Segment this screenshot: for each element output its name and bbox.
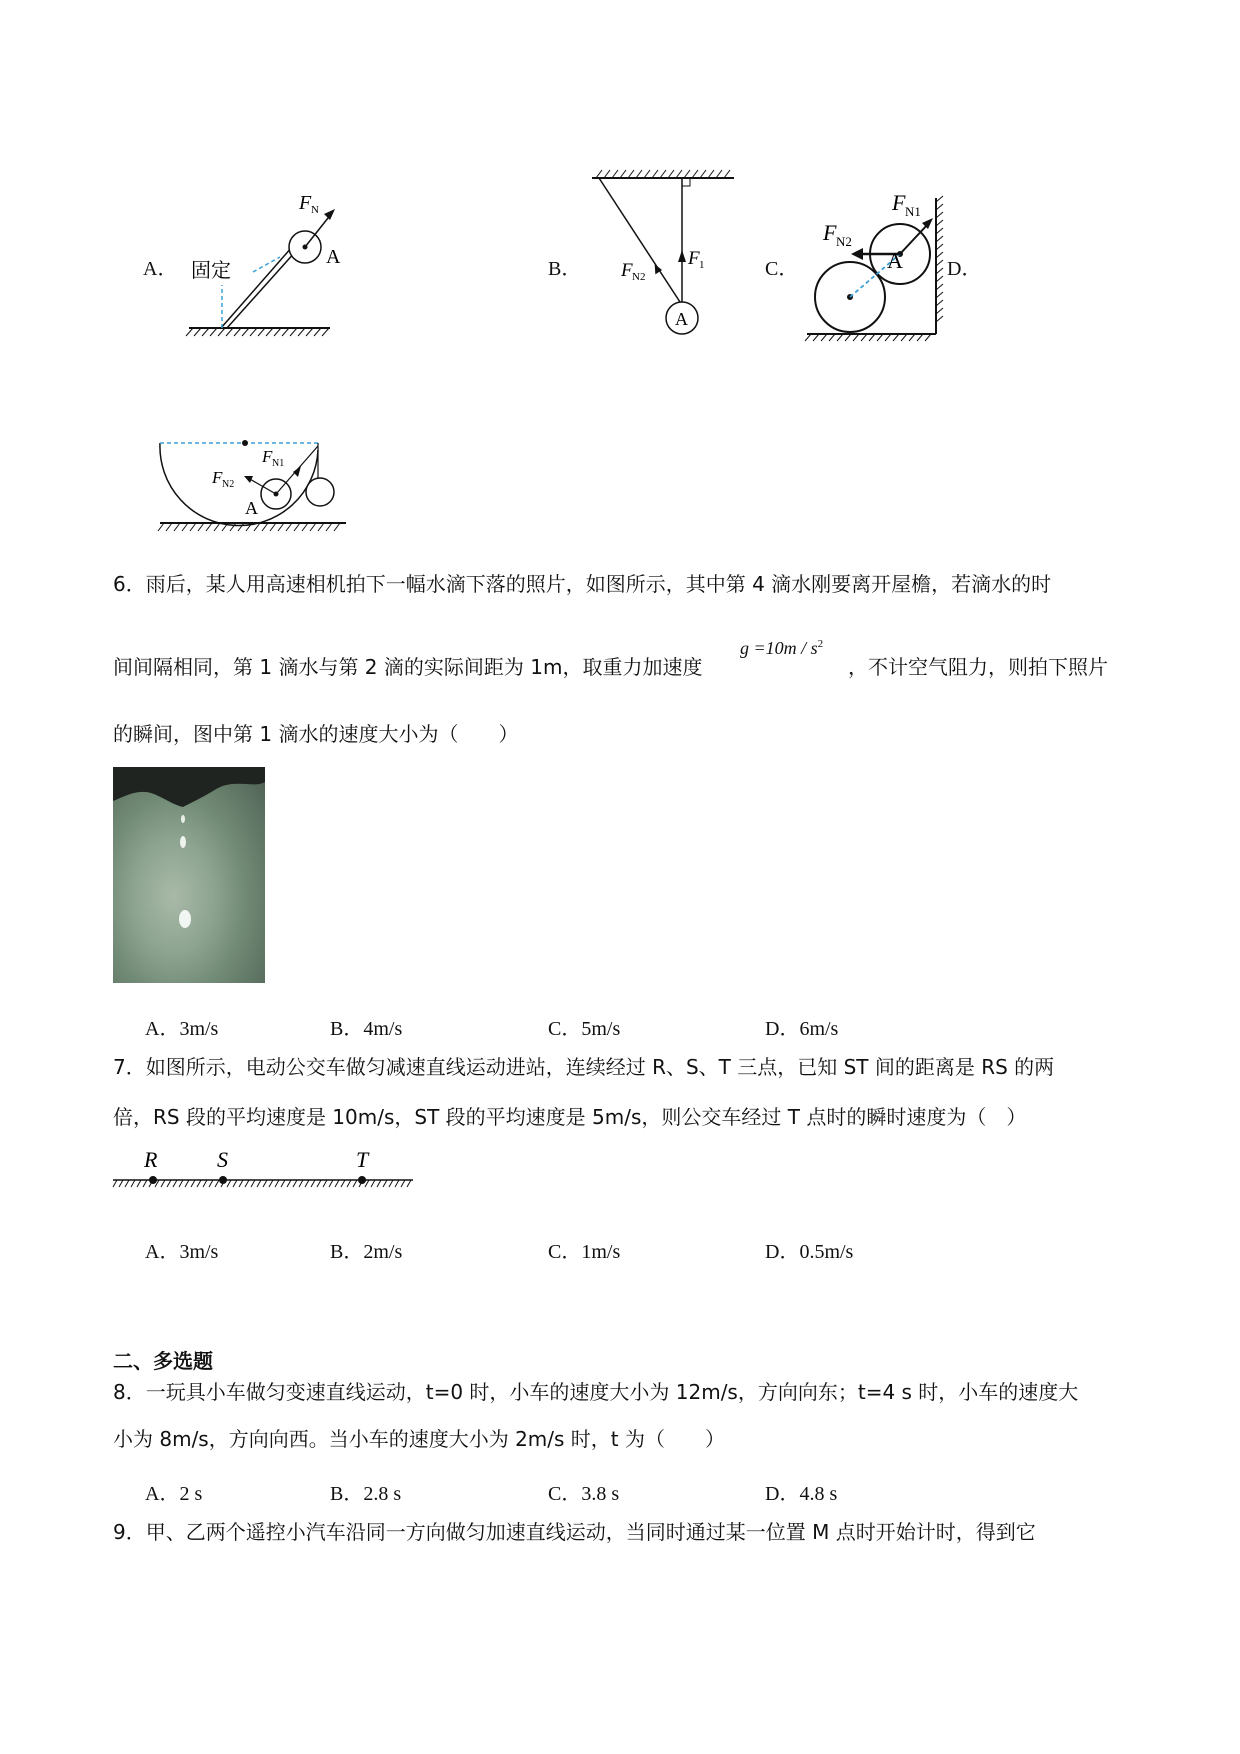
- q6-choice-d[interactable]: D．6m/s: [765, 1018, 839, 1040]
- q8-line2: 小为 8m/s，方向向西。当小车的速度大小为 2m/s 时，t 为（ ）: [113, 1427, 726, 1451]
- q8-line1: 8．一玩具小车做匀变速直线运动，t=0 时，小车的速度大小为 12m/s，方向向东；t=4 s 时，小车的速度大: [113, 1380, 1079, 1404]
- q6-choice-c[interactable]: C．5m/s: [548, 1018, 621, 1040]
- q7-choice-c[interactable]: C．1m/s: [548, 1241, 621, 1263]
- figure-a-force-sub: N: [311, 204, 319, 216]
- figure-b: [590, 170, 735, 340]
- figure-d-f2-label: F: [212, 468, 223, 487]
- figure-b-f1-label: F: [688, 248, 700, 269]
- q7-line1: 7．如图所示，电动公交车做匀减速直线运动进站，连续经过 R、S、T 三点，已知 ST 间的距离是 RS 的两: [113, 1055, 1055, 1079]
- figure-c-f2-label: F: [823, 220, 837, 245]
- figure-d-f1-label: F: [262, 447, 273, 466]
- figure-b-f2-label: F: [621, 260, 633, 281]
- q8-choice-b[interactable]: B．2.8 s: [330, 1483, 402, 1505]
- q6-formula-text: g =10m / s: [740, 638, 818, 658]
- q8-choice-c[interactable]: C．3.8 s: [548, 1483, 620, 1505]
- figure-b-f2-sub: N2: [632, 271, 646, 283]
- q6-line2b: ，不计空气阻力，则拍下照片: [848, 655, 1108, 679]
- figure-a-fixed-label: 固定: [191, 260, 231, 282]
- option-d-label: D．: [947, 258, 982, 280]
- option-b-label: B．: [548, 258, 582, 280]
- q7-choice-d[interactable]: D．0.5m/s: [765, 1241, 854, 1263]
- water-drop-photo: [113, 767, 265, 983]
- q8-choice-d[interactable]: D．4.8 s: [765, 1483, 838, 1505]
- figure-d-f2-sub: N2: [222, 479, 235, 490]
- figure-d: [150, 428, 350, 538]
- figure-c: [805, 188, 945, 348]
- option-a-label: A．: [143, 258, 178, 280]
- point-t-label: T: [356, 1147, 369, 1172]
- figure-a-force-label: F: [299, 192, 312, 214]
- figure-c-f2-sub: N2: [836, 234, 852, 249]
- figure-d-f1-sub: N1: [272, 458, 285, 469]
- q7-choice-a[interactable]: A．3m/s: [145, 1241, 219, 1263]
- figure-d-body-label: A: [245, 498, 258, 518]
- figure-b-body-label: A: [675, 309, 688, 329]
- figure-c-f1-label: F: [892, 190, 906, 215]
- point-r-label: R: [144, 1147, 158, 1172]
- figure-b-f1-sub: 1: [699, 259, 705, 271]
- figure-c-body-label: A: [887, 248, 903, 273]
- figure-c-f1-sub: N1: [905, 204, 921, 219]
- q6-line2a: 间间隔相同，第 1 滴水与第 2 滴的实际间距为 1m，取重力加速度: [113, 655, 703, 679]
- point-s-label: S: [217, 1147, 228, 1172]
- q9-line1: 9．甲、乙两个遥控小汽车沿同一方向做匀加速直线运动，当同时通过某一位置 M 点时开始计时，得到它: [113, 1520, 1036, 1544]
- q7-line2: 倍，RS 段的平均速度是 10m/s，ST 段的平均速度是 5m/s，则公交车经过 T 点时的瞬时速度为（ ）: [113, 1105, 1027, 1129]
- q6-line1: 6．雨后，某人用高速相机拍下一幅水滴下落的照片，如图所示，其中第 4 滴水刚要离开屋檐，若滴水的时: [113, 572, 1052, 596]
- q6-line3: 的瞬间，图中第 1 滴水的速度大小为（ ）: [113, 722, 519, 746]
- q6-formula: [740, 638, 823, 659]
- figure-a-body-label: A: [326, 246, 341, 268]
- section-title: 二、多选题: [113, 1349, 213, 1373]
- q8-choice-a[interactable]: A．2 s: [145, 1483, 203, 1505]
- option-c-label: C．: [765, 258, 799, 280]
- q6-formula-exp: 2: [817, 638, 824, 650]
- q6-choice-a[interactable]: A．3m/s: [145, 1018, 219, 1040]
- q7-choice-b[interactable]: B．2m/s: [330, 1241, 403, 1263]
- figure-rst-road: [113, 1145, 418, 1205]
- figure-a: [185, 185, 341, 345]
- q6-choice-b[interactable]: B．4m/s: [330, 1018, 403, 1040]
